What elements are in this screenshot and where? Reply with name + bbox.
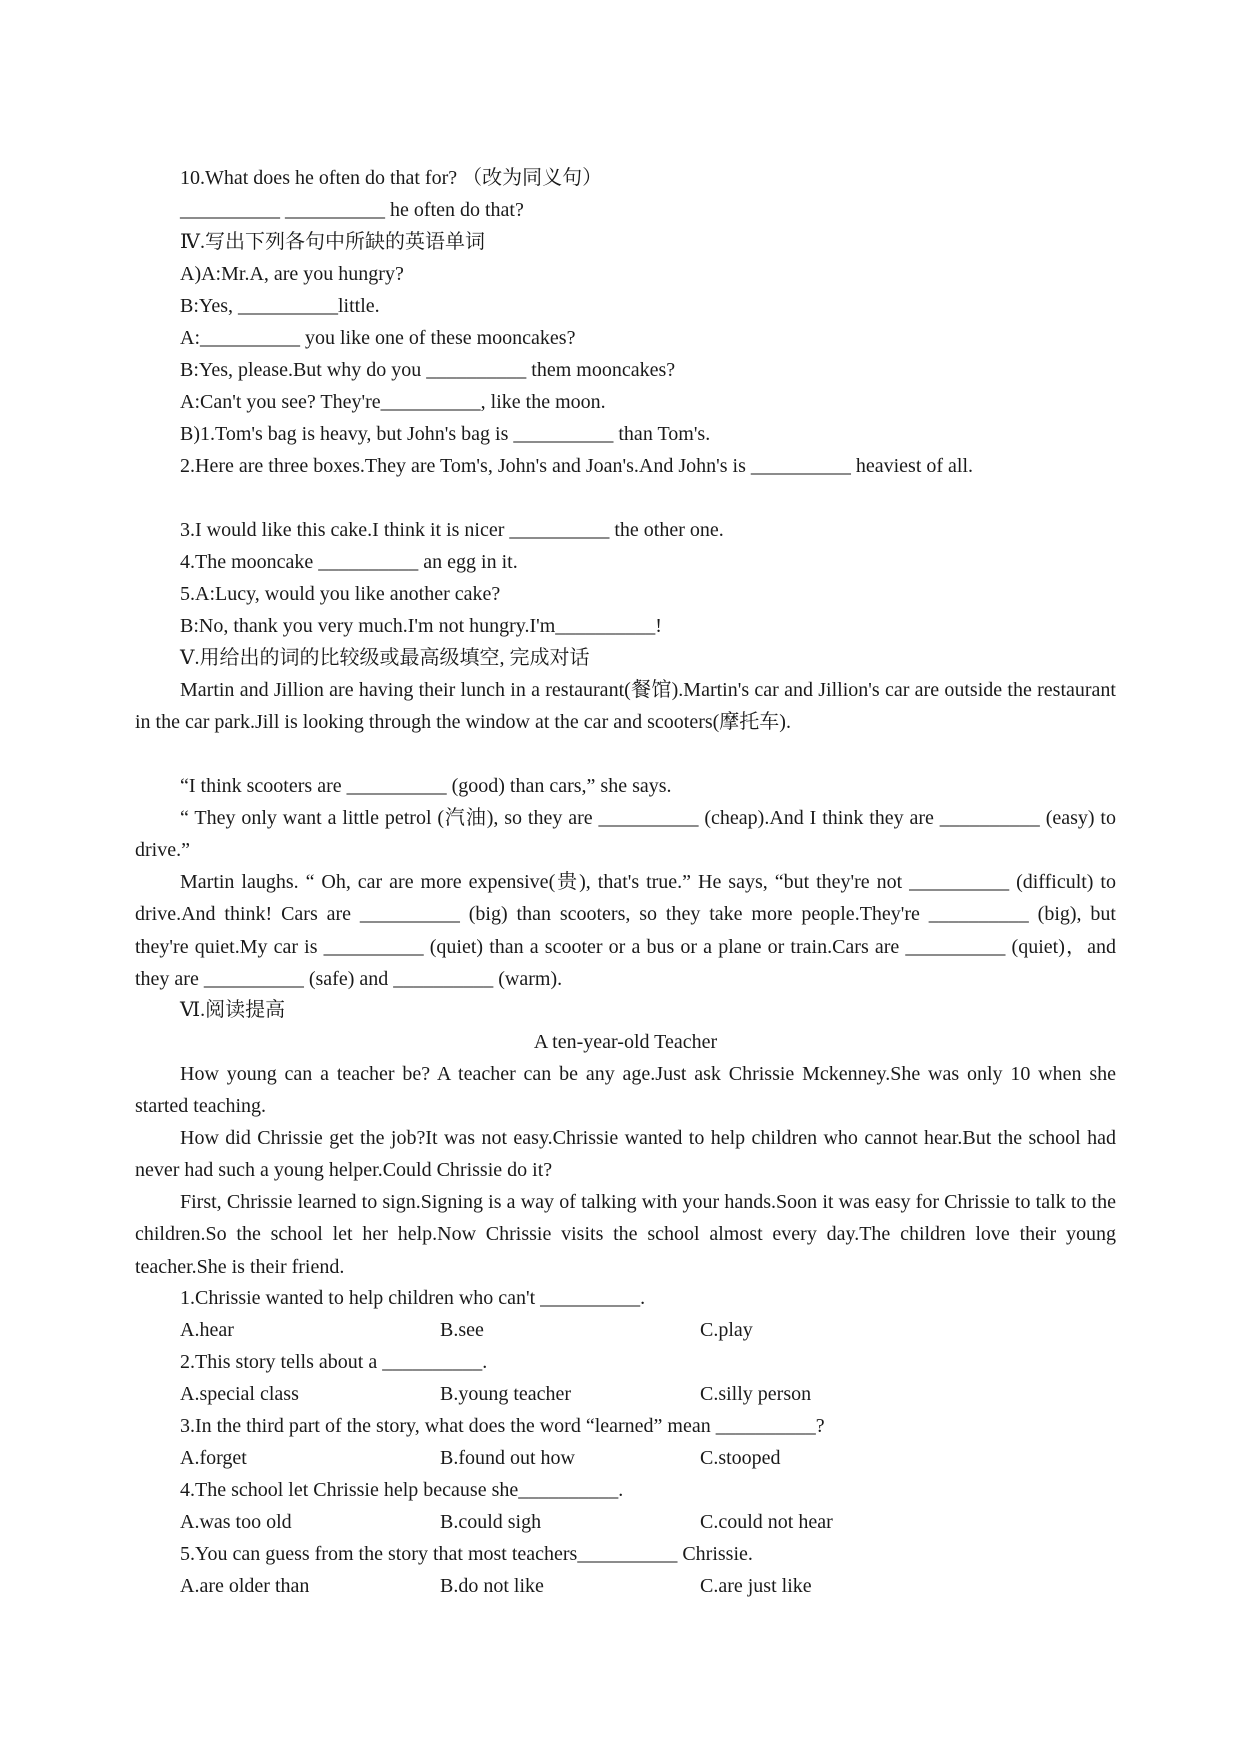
question-10: 10.What does he often do that for? （改为同义句）: [180, 167, 603, 189]
section-4-a-line-1: A)A:Mr.A, are you hungry?: [180, 263, 404, 285]
section-4-b-line-5: 5.A:Lucy, would you like another cake?: [180, 583, 501, 605]
question-5-option-a: A.are older than: [180, 1575, 310, 1597]
question-2-stem: 2.This story tells about a __________.: [180, 1351, 488, 1373]
question-1-option-c: C.play: [700, 1319, 753, 1341]
section-4-a-line-5: A:Can't you see? They're__________, like the moon.: [180, 391, 606, 413]
question-4-option-a: A.was too old: [180, 1511, 292, 1533]
section-5-dialogue-3: Martin laughs. “ Oh, car are more expensive(贵), that's true.” He says, “but they're not __________ (difficult) to drive.And think! Cars are __________ (big) than scooters, so they take more people.They're __________ (big), but they're quiet.My car is __________ (quiet) than a scooter or a bus or a plane or train.Cars are __________ (quiet)，and they are __________ (safe) and __________ (warm).: [135, 871, 1116, 991]
question-4-option-c: C.could not hear: [700, 1511, 833, 1533]
question-5-option-b: B.do not like: [440, 1575, 544, 1597]
section-5-dialogue-1: “I think scooters are __________ (good) than cars,” she says.: [180, 775, 672, 797]
question-4-option-b: B.could sigh: [440, 1511, 542, 1533]
question-2-option-c: C.silly person: [700, 1383, 812, 1405]
question-1-option-a: A.hear: [180, 1319, 234, 1341]
question-10-answer-line: __________ __________ he often do that?: [180, 199, 524, 221]
question-3-option-b: B.found out how: [440, 1447, 575, 1469]
passage-paragraph-2: How did Chrissie get the job?It was not easy.Chrissie wanted to help children who cannot hear.But the school had never had such a young helper.Could Chrissie do it?: [135, 1127, 1116, 1182]
passage-paragraph-3: First, Chrissie learned to sign.Signing is a way of talking with your hands.Soon it was easy for Chrissie to talk to the children.So the school let her help.Now Chrissie visits the school almost every day.The children love their young teacher.She is their friend.: [135, 1191, 1116, 1278]
question-3-stem: 3.In the third part of the story, what does the word “learned” mean __________?: [180, 1415, 825, 1437]
section-5-heading: Ⅴ.用给出的词的比较级或最高级填空, 完成对话: [180, 647, 590, 669]
section-4-a-line-4: B:Yes, please.But why do you __________ them mooncakes?: [180, 359, 676, 381]
passage-title: A ten-year-old Teacher: [533, 1031, 718, 1053]
question-3-option-a: A.forget: [180, 1447, 247, 1469]
section-4-a-line-3: A:__________ you like one of these mooncakes?: [180, 327, 576, 349]
question-1-option-b: B.see: [440, 1319, 484, 1341]
question-4-stem: 4.The school let Chrissie help because she__________.: [180, 1479, 624, 1501]
section-6-heading: Ⅵ.阅读提高: [180, 999, 286, 1021]
section-4-a-line-2: B:Yes, __________little.: [180, 295, 380, 317]
section-4-heading: Ⅳ.写出下列各句中所缺的英语单词: [180, 231, 485, 253]
section-4-b-line-4: 4.The mooncake __________ an egg in it.: [180, 551, 518, 573]
question-2-option-a: A.special class: [180, 1383, 299, 1405]
section-4-b-line-6: B:No, thank you very much.I'm not hungry.I'm__________!: [180, 615, 662, 637]
section-5-intro-paragraph: Martin and Jillion are having their lunch in a restaurant(餐馆).Martin's car and Jillion's car are outside the restaurant in the car park.Jill is looking through the window at the car and scooters(摩托车).: [135, 679, 1116, 734]
passage-paragraph-1: How young can a teacher be? A teacher can be any age.Just ask Chrissie Mckenney.She was only 10 when she started teaching.: [135, 1063, 1116, 1118]
section-4-b-line-2: 2.Here are three boxes.They are Tom's, John's and Joan's.And John's is __________ heaviest of all.: [180, 455, 974, 477]
question-2-option-b: B.young teacher: [440, 1383, 572, 1405]
section-4-b-line-3: 3.I would like this cake.I think it is nicer __________ the other one.: [180, 519, 724, 541]
question-5-option-c: C.are just like: [700, 1575, 812, 1597]
section-4-b-line-1: B)1.Tom's bag is heavy, but John's bag is __________ than Tom's.: [180, 423, 711, 445]
question-3-option-c: C.stooped: [700, 1447, 781, 1469]
question-1-stem: 1.Chrissie wanted to help children who can't __________.: [180, 1287, 646, 1309]
section-5-dialogue-2: “ They only want a little petrol (汽油), so they are __________ (cheap).And I think they are __________ (easy) to drive.”: [135, 807, 1116, 862]
question-5-stem: 5.You can guess from the story that most teachers__________ Chrissie.: [180, 1543, 753, 1565]
